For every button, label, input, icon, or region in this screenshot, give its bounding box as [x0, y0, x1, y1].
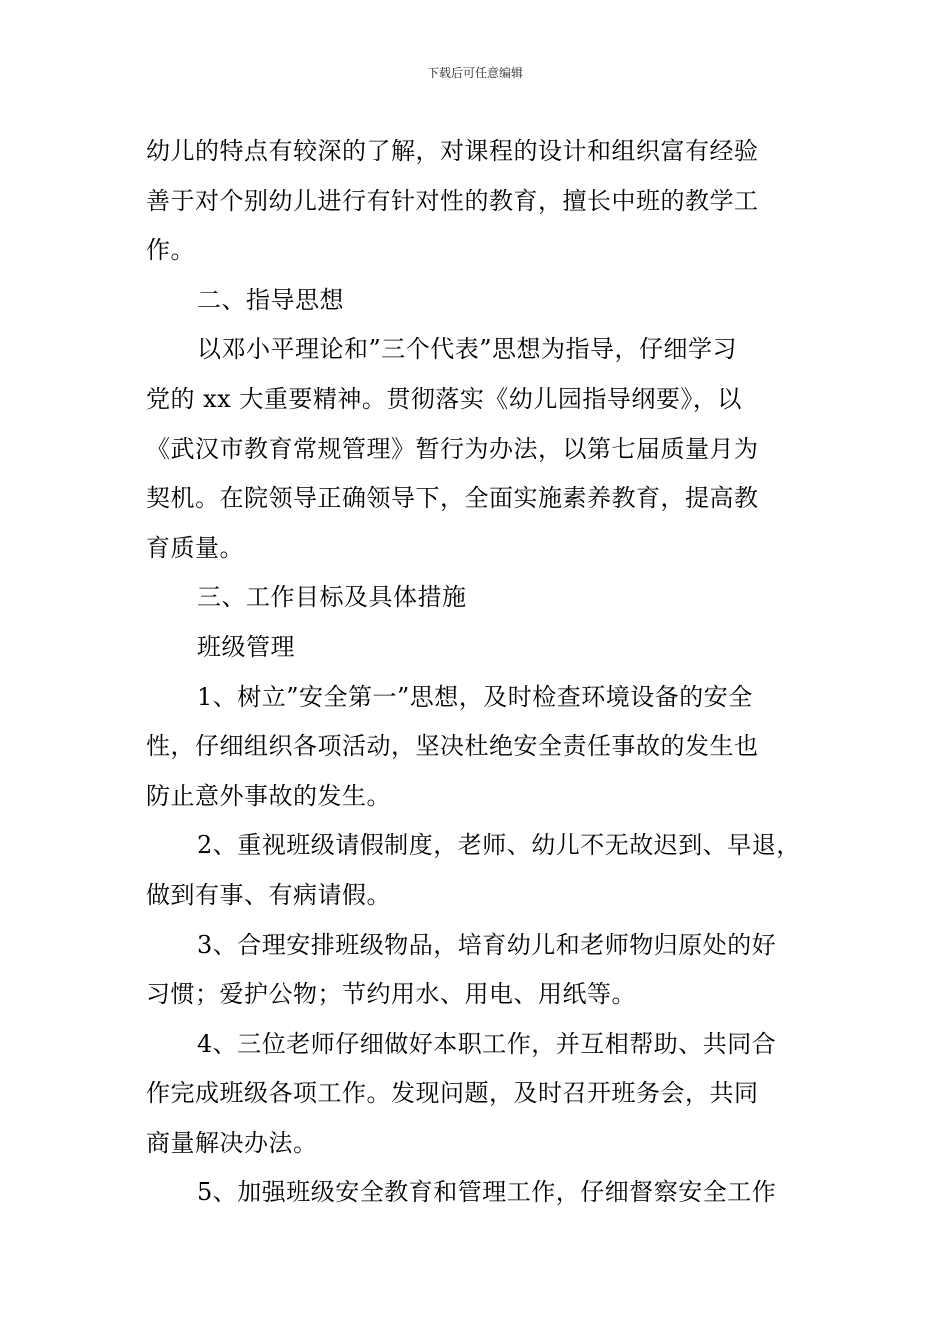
heading-text: 二、指导思想 — [197, 285, 344, 314]
text-line: 以邓小平理论和”三个代表”思想为指导，仔细学习 — [197, 335, 738, 364]
text-line: 3、合理安排班级物品，培育幼儿和老师物归原处的好 — [197, 930, 777, 959]
page-header: 下载后可任意编辑 — [426, 66, 523, 80]
text-line: 4、三位老师仔细做好本职工作，并互相帮助、共同合 — [197, 1029, 777, 1058]
paragraph-intro-continued — [146, 127, 836, 276]
list-item-3 — [146, 921, 836, 1020]
section-heading-goals — [146, 573, 836, 623]
list-item-1 — [146, 673, 836, 822]
list-item-2 — [146, 821, 836, 920]
text-line: 作。 — [146, 236, 195, 265]
text-line: 做到有事、有病请假。 — [146, 880, 391, 909]
list-item-5 — [146, 1168, 836, 1218]
text-line: 习惯；爱护公物；节约用水、用电、用纸等。 — [146, 980, 636, 1009]
document-body — [146, 127, 836, 1218]
text-line: 5、加强班级安全教育和管理工作，仔细督察安全工作 — [197, 1178, 777, 1207]
text-line: 商量解决办法。 — [146, 1128, 318, 1157]
text-line: 性，仔细组织各项活动，坚决杜绝安全责任事故的发生也 — [146, 732, 759, 761]
subheading-class-management — [146, 623, 836, 673]
list-item-4 — [146, 1020, 836, 1169]
text-line: 幼儿的特点有较深的了解，对课程的设计和组织富有经验 — [146, 137, 759, 165]
text-line: 1、树立”安全第一”思想，及时检查环境设备的安全 — [197, 682, 753, 711]
text-line: 防止意外事故的发生。 — [146, 781, 391, 810]
paragraph-guiding-thought — [146, 325, 836, 573]
text-line: 作完成班级各项工作。发现问题，及时召开班务会，共同 — [146, 1079, 759, 1108]
text-line: 党的 xx 大重要精神。贯彻落实《幼儿园指导纲要》，以 — [146, 384, 742, 413]
text-line: 善于对个别幼儿进行有针对性的教育，擅长中班的教学工 — [146, 186, 759, 215]
heading-text: 班级管理 — [197, 632, 295, 661]
text-line: 育质量。 — [146, 533, 244, 562]
text-line: 契机。在院领导正确领导下，全面实施素养教育，提高教 — [146, 484, 759, 513]
text-line: 2、重视班级请假制度，老师、幼儿不无故迟到、早退， — [197, 831, 801, 860]
heading-text: 三、工作目标及具体措施 — [197, 583, 467, 612]
text-line: 《武汉市教育常规管理》暂行为办法，以第七届质量月为 — [146, 434, 759, 463]
section-heading-guiding-thought — [146, 276, 836, 326]
